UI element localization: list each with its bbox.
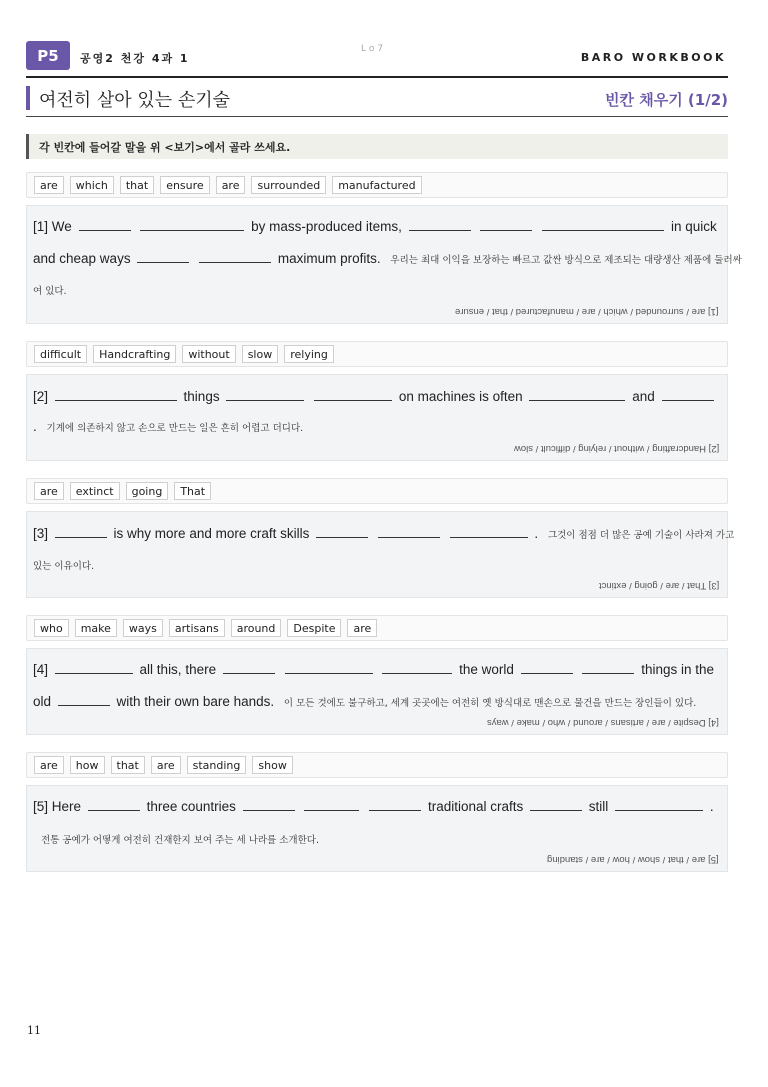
answer-blank[interactable] [529,387,625,401]
answer-blank[interactable] [137,249,189,263]
word-chip: relying [284,345,334,363]
korean-translation: 기계에 의존하지 않고 손으로 만드는 일은 흔히 어렵고 더디다. [46,423,304,434]
question-text: maximum profits. [277,251,381,266]
word-chip: are [216,176,246,194]
word-bank-3 [26,478,728,504]
word-chip: which [70,176,114,194]
korean-translation-cont: 여 있다. [33,286,67,297]
answer-blank[interactable] [285,660,373,674]
answer-blank[interactable] [199,249,271,263]
question-text: the world [459,662,514,677]
answer-blank[interactable] [223,660,275,674]
answer-blank[interactable] [530,797,582,811]
word-chip: slow [242,345,279,363]
answer-key-upside-down: [4] Despite / are / artisans / around / who / make / ways [487,717,719,728]
answer-blank[interactable] [88,797,140,811]
question-number: [3] [33,526,49,541]
answer-blank[interactable] [316,524,368,538]
word-chip: that [111,756,145,774]
instruction-banner: 각 빈칸에 들어갈 말을 위 <보기>에서 골라 쓰세요. [26,134,728,159]
word-chip: are [347,619,377,637]
answer-blank[interactable] [304,797,359,811]
word-chip: difficult [34,345,87,363]
question-2-line-2 [33,419,303,434]
page-title: 여전히 살아 있는 손기술 [39,90,231,111]
page-number: 11 [27,1024,41,1037]
word-bank-4 [26,615,728,641]
answer-blank[interactable] [450,524,528,538]
answer-blank[interactable] [314,387,392,401]
answer-blank[interactable] [382,660,452,674]
question-text: and [632,389,655,404]
answer-key-upside-down: [5] are / that / show / how / are / standing [547,854,719,865]
question-text: . [33,419,37,434]
title-divider [26,116,728,117]
question-text: still [588,799,609,814]
word-chip: who [34,619,69,637]
question-3-line-1 [33,524,734,541]
question-text: We [51,219,72,234]
word-chip: artisans [169,619,225,637]
question-text: Here [51,799,82,814]
question-number: [5] [33,799,49,814]
korean-translation: 전통 공예가 어떻게 여전히 건재한지 보여 주는 세 나라를 소개한다. [41,835,319,846]
question-text: . [709,799,714,814]
answer-blank[interactable] [542,217,664,231]
answer-blank[interactable] [369,797,421,811]
header-brand: BARO WORKBOOK [580,51,726,64]
word-chip: without [182,345,235,363]
korean-translation: 이 모든 것에도 불구하고, 세계 곳곳에는 여전히 옛 방식대로 맨손으로 물건을 만드는 장인들이 있다. [283,698,697,709]
title-accent-bar [26,86,30,110]
question-text: three countries [146,799,236,814]
answer-blank[interactable] [409,217,471,231]
word-chip: manufactured [332,176,421,194]
question-text: by mass-produced items, [251,219,402,234]
word-chip: Despite [287,619,341,637]
answer-blank[interactable] [55,524,107,538]
question-4-line-1 [33,660,714,677]
question-text: things [183,389,220,404]
word-chip: are [34,482,64,500]
word-chip: are [34,756,64,774]
question-1-line-2 [33,249,742,266]
question-5 [26,785,728,872]
word-chip: That [174,482,211,500]
question-4 [26,648,728,735]
question-4-line-2 [33,692,696,709]
header-mark: Lo7 [361,44,387,54]
answer-key-upside-down: [3] That / are / going / extinct [598,580,719,591]
word-chip: make [75,619,117,637]
answer-blank[interactable] [58,692,110,706]
question-2 [26,374,728,461]
word-chip: Handcrafting [93,345,176,363]
word-chip: going [126,482,169,500]
question-text: with their own bare hands. [116,694,275,709]
korean-translation: 그것이 점점 더 많은 공예 기술이 사라져 가고 [547,530,735,541]
word-chip: extinct [70,482,120,500]
answer-blank[interactable] [79,217,131,231]
word-chip: ensure [160,176,210,194]
word-chip: that [120,176,154,194]
word-chip: standing [187,756,247,774]
word-chip: show [252,756,292,774]
korean-translation: 우리는 최대 이익을 보장하는 빠르고 값싼 방식으로 제조되는 대량생산 제품에 둘러싸 [390,255,742,266]
answer-blank[interactable] [480,217,532,231]
answer-blank[interactable] [243,797,295,811]
answer-blank[interactable] [582,660,634,674]
question-5-line-1 [33,797,714,814]
question-number: [2] [33,389,49,404]
answer-key-upside-down: [1] are / surrounded / which / are / manufactured / that / ensure [455,306,719,317]
answer-blank[interactable] [55,387,177,401]
answer-blank[interactable] [226,387,304,401]
question-number: [4] [33,662,49,677]
answer-blank[interactable] [140,217,244,231]
answer-blank[interactable] [521,660,573,674]
word-chip: how [70,756,105,774]
word-bank-5 [26,752,728,778]
section-title: 빈칸 채우기 (1/2) [605,91,728,109]
question-text: in quick [670,219,717,234]
page-badge: P5 [26,41,70,70]
answer-blank[interactable] [378,524,440,538]
question-text: all this, there [139,662,217,677]
answer-blank[interactable] [662,387,714,401]
question-text: is why more and more craft skills [113,526,310,541]
answer-key-upside-down: [2] Handcrafting / without / relying / difficult / slow [513,443,719,454]
question-number: [1] [33,219,49,234]
answer-blank[interactable] [55,660,133,674]
word-chip: around [231,619,282,637]
question-text: on machines is often [398,389,523,404]
question-text: traditional crafts [427,799,524,814]
word-chip: surrounded [251,176,326,194]
question-text: old [33,694,52,709]
word-chip: are [34,176,64,194]
word-chip: ways [123,619,163,637]
question-1 [26,205,742,324]
korean-translation-cont: 있는 이유이다. [33,561,95,572]
question-1-line-1 [33,217,717,234]
word-bank-2 [26,341,728,367]
header-subtitle: 공영2 천강 4과 1 [80,52,190,65]
question-text: and cheap ways [33,251,131,266]
answer-blank[interactable] [615,797,703,811]
header-divider [26,76,728,78]
question-2-line-1 [33,387,717,404]
question-text: things in the [641,662,715,677]
question-3 [26,511,735,598]
question-text: . [534,526,539,541]
word-chip: are [151,756,181,774]
word-bank-1 [26,172,728,198]
